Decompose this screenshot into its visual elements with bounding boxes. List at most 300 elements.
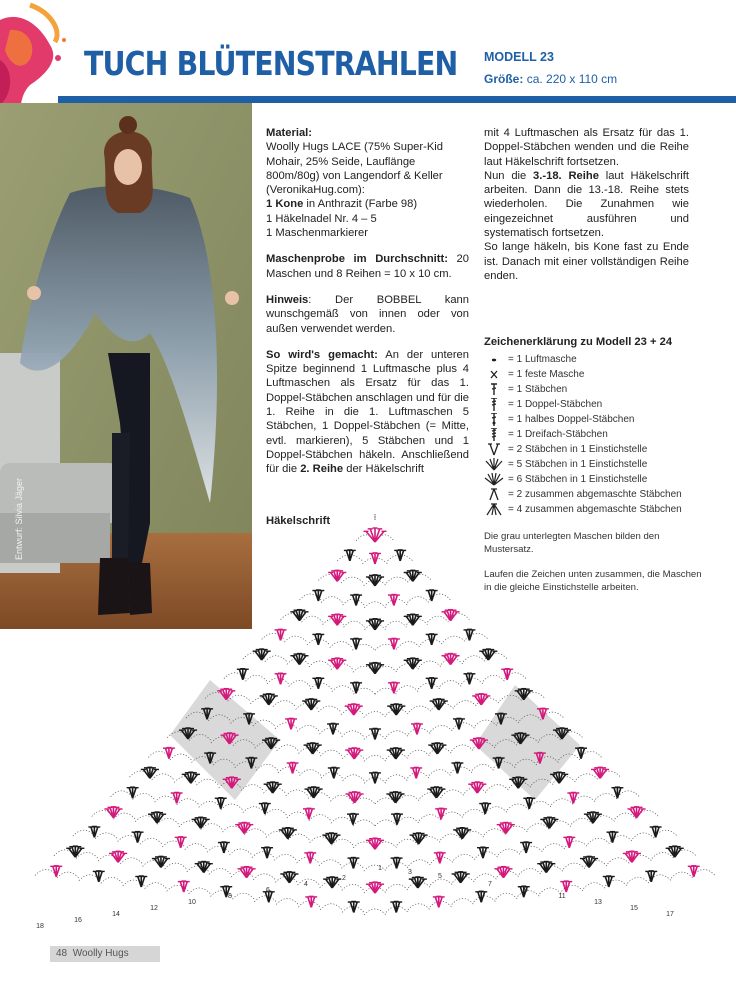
stitch-fan <box>328 658 346 669</box>
chain-arc <box>364 909 386 915</box>
chain-arc <box>453 854 475 860</box>
treble-crochet-icon <box>484 398 504 411</box>
stitch-fan <box>452 872 470 883</box>
rows-bold: 3.-18. Reihe <box>533 169 599 182</box>
chart-heading: Häkelschrift <box>266 515 331 527</box>
material-cone: 1 Kone <box>266 198 304 211</box>
hint-section <box>266 293 469 336</box>
chain-arc <box>297 879 319 885</box>
row-number: 5 <box>438 873 442 880</box>
chain-arc <box>398 642 421 648</box>
single-crochet-icon <box>484 368 504 381</box>
row-number: 8 <box>228 893 232 900</box>
rows-text <box>484 169 689 240</box>
chain-arc <box>475 874 497 880</box>
chain-arc <box>496 893 518 899</box>
row-number: 6 <box>266 887 270 894</box>
stitch-fan <box>366 838 384 849</box>
chain-arc <box>408 904 430 910</box>
continuation-text <box>484 126 689 169</box>
crochet-chart <box>20 510 730 935</box>
stitch-fan <box>435 808 447 819</box>
chain-arc <box>284 636 307 642</box>
chain-arc <box>232 893 254 899</box>
material-marker: 1 Maschenmarkierer <box>266 227 368 240</box>
rows-body: laut Häkelschrift arbeiten. Dann die 13.-18. Reihe stets wiederholen. Die Zunahmen wie eingezeichnet ausführen und systematisch fortsetzen. <box>484 169 689 240</box>
chain-arc <box>155 796 177 802</box>
stitch-fan <box>305 896 317 907</box>
chain-arc <box>310 683 332 689</box>
chain-arc <box>474 896 496 902</box>
chain-arc <box>451 767 473 773</box>
chain-arc <box>386 775 408 781</box>
stitch-fan <box>350 682 362 693</box>
chain-arc <box>332 686 354 692</box>
stitch-fan <box>607 832 619 843</box>
magazine-name: Woolly Hugs <box>72 948 129 959</box>
howto-text: An der unteren Spitze beginnend 1 Luftmasche plus 4 Luftmaschen als Ersatz für das 1. Doppel-Stäbchen anschlagen und für die 1. Reihe in die 1. Luftmaschen 5 Stäbchen, 1 Doppel-Stäbchen (= Mitte, evtl. markieren), 5 Stäbchen und 1 Doppel-Stäbchen häkeln. Anschließend für die <box>266 348 469 476</box>
chain-arc <box>364 602 386 608</box>
chain-arc <box>485 807 507 813</box>
stitch-fan <box>132 832 144 843</box>
stitch-fan <box>148 812 166 823</box>
chain-arc <box>440 680 462 686</box>
chain-arc <box>386 884 408 890</box>
stitch-fan <box>645 871 657 882</box>
chain-arc <box>419 815 441 821</box>
stitch-fan <box>369 728 381 739</box>
row-number: 3 <box>408 869 412 876</box>
material-hook: 1 Häkelnadel Nr. 4 – 5 <box>266 212 377 225</box>
chain-arc <box>386 599 408 605</box>
chain-arc <box>627 877 649 883</box>
chain-arc <box>221 804 243 810</box>
row-number: 17 <box>666 911 674 918</box>
chain-arc <box>418 683 440 689</box>
five-dc-same-stitch-icon <box>484 458 504 471</box>
stitch-fan <box>453 718 465 729</box>
end-text <box>484 240 689 283</box>
stitch-fan <box>463 673 475 684</box>
row-number: 18 <box>36 923 44 930</box>
chain-arc <box>152 774 174 780</box>
chain-arc <box>277 745 299 751</box>
page-title: TUCH BLÜTENSTRAHLEN <box>84 44 458 83</box>
chain-arc <box>452 898 474 904</box>
chain-arc <box>265 656 287 662</box>
chain-arc <box>463 656 485 662</box>
hint-text: : Der BOBBEL kann wunschgemäß von innen oder von außen verwendet werden. <box>266 293 469 335</box>
chain-arc <box>343 599 365 605</box>
stitch-fan <box>433 896 445 907</box>
stitch-fan <box>468 782 486 793</box>
stitch-fan <box>312 678 324 689</box>
stitch-fan <box>260 694 278 705</box>
stitch-fan <box>591 767 609 778</box>
stitch-fan <box>426 634 438 645</box>
legend-title: Zeichenerklärung zu Modell 23 + 24 <box>484 336 673 348</box>
row-number: 2 <box>342 875 346 882</box>
chain-arc <box>364 755 386 761</box>
legend-label: = 1 Dreifach-Stäbchen <box>508 429 608 440</box>
chain-arc <box>461 678 483 684</box>
stitch-fan <box>50 866 62 877</box>
chain-arc <box>145 883 167 889</box>
stitch-fan <box>347 814 359 825</box>
stitch-fan <box>350 595 362 606</box>
stitch-fan <box>350 638 362 649</box>
model-number: MODELL 23 <box>484 50 554 64</box>
size-value: ca. 220 x 110 cm <box>526 72 618 86</box>
chain-arc <box>254 896 276 902</box>
gauge-heading: Maschenprobe im Durchschnitt: <box>266 253 448 266</box>
stitch-fan <box>388 682 400 693</box>
stitch-fan <box>305 787 323 798</box>
chain-arc <box>111 791 133 797</box>
stitch-fan <box>290 654 308 665</box>
stitch-fan <box>345 748 363 759</box>
stitch-fan <box>404 570 422 581</box>
stitch-fan <box>501 669 513 680</box>
stitch-fan <box>312 590 324 601</box>
stitch-fan <box>627 807 645 818</box>
stitch-fan <box>453 828 471 839</box>
stitch-fan <box>366 882 384 893</box>
chain-arc <box>472 764 494 770</box>
chain-arc <box>320 904 342 910</box>
stitch-fan <box>404 614 422 625</box>
stitch-fan <box>104 807 122 818</box>
chain-arc <box>385 621 406 627</box>
stitch-fan <box>215 798 227 809</box>
legend-label: = 1 Doppel-Stäbchen <box>508 399 603 410</box>
chain-arc <box>529 801 551 807</box>
stitch-fan <box>520 842 532 853</box>
chain-arc <box>321 597 343 603</box>
chain-arc <box>397 686 419 692</box>
stitch-fan <box>611 787 623 798</box>
stitch-fan <box>287 762 299 773</box>
chain-arc <box>267 678 289 684</box>
chain-arc <box>289 680 311 686</box>
chain-arc <box>518 891 540 897</box>
chain-arc <box>331 817 353 823</box>
chain-arc <box>177 799 199 805</box>
stitch-fan <box>323 877 341 888</box>
stitch-fan <box>537 862 555 873</box>
chain-arc <box>507 804 529 810</box>
chain-arc <box>453 723 475 729</box>
chain-arc <box>375 820 397 826</box>
stitch-fan <box>312 634 324 645</box>
stitch-fan <box>386 792 404 803</box>
chain-arc <box>209 868 231 874</box>
chain-arc <box>318 706 341 712</box>
stitch-fan <box>523 798 535 809</box>
legend-item <box>484 382 724 397</box>
legend-label: = 1 halbes Doppel-Stäbchen <box>508 414 635 425</box>
chain-arc <box>330 642 353 648</box>
end-span: So lange häkeln, bis Kone fast zu Ende ist. Danach mit einer vollständigen Reihe enden. <box>484 241 689 282</box>
stitch-fan <box>475 891 487 902</box>
stitch-fan <box>428 743 446 754</box>
two-dc-together-icon <box>484 488 504 501</box>
chain-arc <box>573 796 595 802</box>
half-treble-icon <box>484 413 504 426</box>
chain-arc <box>309 815 331 821</box>
chain-arc <box>265 809 287 815</box>
repeat-block <box>475 685 580 800</box>
chain-arc <box>427 616 448 622</box>
row-number: 14 <box>112 911 120 918</box>
stitch-fan <box>253 649 271 660</box>
row-number: 16 <box>74 917 82 924</box>
stitch-fan <box>472 694 490 705</box>
stitch-fan <box>303 808 315 819</box>
chain-arc <box>276 898 298 904</box>
chain-arc <box>140 838 162 844</box>
legend-label: = 2 Stäbchen in 1 Einstichstelle <box>508 444 648 455</box>
chain-arc <box>563 863 585 869</box>
chain-arc <box>120 858 142 864</box>
chain-arc <box>476 852 498 858</box>
chain-arc <box>442 790 464 796</box>
chain-arc <box>617 791 639 797</box>
chain-arc <box>342 884 364 890</box>
chain-arc <box>253 874 275 880</box>
chain-arc <box>463 809 485 815</box>
stitch-fan <box>275 673 287 684</box>
text-column-left <box>266 126 469 489</box>
chain-arc <box>386 731 408 737</box>
legend-item <box>484 442 724 457</box>
chain-arc <box>583 883 605 889</box>
howto-heading: So wird's gemacht: <box>266 348 378 361</box>
legend-item <box>484 427 724 442</box>
stitch-fan <box>152 856 170 867</box>
chain-arc <box>278 767 300 773</box>
stitch-fan <box>479 803 491 814</box>
row-number: 13 <box>594 899 602 906</box>
chain-arc <box>245 675 267 681</box>
row-number: 12 <box>150 905 158 912</box>
stitch-fan <box>275 629 287 640</box>
material-heading: Material: <box>266 127 313 139</box>
stitch-fan <box>366 663 384 674</box>
gauge-text: 20 Maschen und 8 Reihen = 10 x 10 cm. <box>266 253 469 280</box>
chain-arc <box>429 770 451 776</box>
stitch-fan <box>584 812 602 823</box>
chain-arc <box>319 860 341 866</box>
chain-arc <box>487 785 509 791</box>
stitch-fan <box>369 772 381 783</box>
chain-arc <box>408 750 430 756</box>
row-number: 7 <box>488 881 492 888</box>
chain-arc <box>386 577 409 583</box>
stitch-fan <box>135 876 147 887</box>
chain-arc <box>133 793 155 799</box>
stitch-fan <box>409 877 427 888</box>
chain-arc <box>608 858 630 864</box>
stitch-fan <box>391 814 403 825</box>
chain-arc <box>452 745 474 751</box>
row-number: 15 <box>630 905 638 912</box>
chain-arc <box>342 731 364 737</box>
stitch-fan <box>388 638 400 649</box>
stitch-fan <box>441 610 459 621</box>
stitch-fan <box>494 867 512 878</box>
stitch-fan <box>387 704 405 715</box>
stitch-fan <box>623 851 641 862</box>
chain-arc <box>185 844 207 850</box>
stitch-fan <box>171 792 183 803</box>
row-number: 4 <box>304 881 308 888</box>
stitch-fan <box>261 847 273 858</box>
chain-arc <box>364 712 387 718</box>
six-dc-same-stitch-icon <box>484 473 504 486</box>
stitch-fan <box>237 867 255 878</box>
page-footer <box>50 946 160 962</box>
legend-label: = 2 zusammen abgemaschte Stäbchen <box>508 489 682 500</box>
chain-arc <box>443 636 466 642</box>
row-number: 11 <box>558 893 566 900</box>
legend-label: = 1 feste Masche <box>508 369 585 380</box>
stitch-fan <box>426 678 438 689</box>
legend-label: = 1 Luftmasche <box>508 354 577 365</box>
stitch-fan <box>304 852 316 863</box>
chain-arc <box>286 790 308 796</box>
legend-label: = 6 Stäbchen in 1 Einstichstelle <box>508 474 648 485</box>
stitch-fan <box>290 610 308 621</box>
stitch-fan <box>279 828 297 839</box>
chain-arc <box>101 877 123 883</box>
stitch-fan <box>603 876 615 887</box>
stitch-fan <box>387 748 405 759</box>
legend-note-join: Laufen die Zeichen unten zusammen, die Maschen in die gleiche Einstichstelle arbeiten. <box>484 569 702 593</box>
legend-note-repeat: Die grau unterlegten Maschen bilden den Mustersatz. <box>484 531 660 555</box>
stitch-fan <box>195 862 213 873</box>
chain-arc <box>57 872 79 878</box>
chain-arc <box>95 833 117 839</box>
header-rule <box>58 96 736 103</box>
stitch-fan <box>192 817 210 828</box>
stitch-fan <box>175 837 187 848</box>
chain-arc <box>407 597 429 603</box>
stitch-fan <box>345 792 363 803</box>
row-number: 1 <box>378 865 382 872</box>
chain-arc <box>595 793 617 799</box>
stitch-fan <box>410 833 428 844</box>
stitch-fan <box>182 772 200 783</box>
chain-arc <box>409 860 431 866</box>
legend-item <box>484 487 724 502</box>
stitch-fan <box>411 723 423 734</box>
chain-arc <box>229 849 251 855</box>
stitch-fan <box>391 858 403 869</box>
chain-arc <box>170 754 192 760</box>
chain-arc <box>397 817 419 823</box>
two-dc-same-stitch-icon <box>484 443 504 456</box>
chain-arc <box>309 661 331 667</box>
stitch-fan <box>451 762 463 773</box>
double-crochet-icon <box>484 383 504 396</box>
stitch-fan <box>264 782 282 793</box>
gauge-section <box>266 252 469 281</box>
page-number: 48 <box>56 948 68 959</box>
stitch-fan <box>441 654 459 665</box>
stitch-fan <box>259 803 271 814</box>
stitch-fan <box>567 792 579 803</box>
chain-arc <box>441 812 463 818</box>
legend-item <box>484 352 724 367</box>
stitch-fan <box>328 614 346 625</box>
stitch-fan <box>285 718 297 729</box>
chain-arc <box>431 725 453 731</box>
howto-end: der Häkelschrift <box>343 463 424 476</box>
stitch-fan <box>237 669 249 680</box>
chain-arc <box>297 725 319 731</box>
chain-arc <box>287 812 309 818</box>
rows-pre: Nun die <box>484 169 534 182</box>
material-text: Woolly Hugs LACE (75% Super-Kid Mohair, 25% Seide, Lauflänge 800m/80g) von Langendorf & Keller (VeronikaHug.com): <box>266 141 444 197</box>
chain-arc <box>652 853 674 859</box>
stitch-fan <box>141 767 159 778</box>
chain-arc <box>364 865 386 871</box>
stitch-fan <box>540 817 558 828</box>
chain-arc <box>632 833 654 839</box>
chain-arc <box>344 621 365 627</box>
stitch-fan <box>426 590 438 601</box>
chain-arc <box>419 661 441 667</box>
chain-arc <box>275 723 297 729</box>
size-label: Größe: <box>484 72 524 86</box>
chain-arc <box>353 820 375 826</box>
stitch-fan <box>109 851 127 862</box>
stitch-fan <box>580 856 598 867</box>
chain-arc <box>243 807 265 813</box>
stitch-fan <box>327 723 339 734</box>
chain-arc <box>165 863 187 869</box>
stitch-fan <box>563 837 575 848</box>
continuation-span: mit 4 Luftmaschen als Ersatz für das 1. Doppel-Stäbchen wenden und die Reihe laut Häkelschrift fortsetzen. <box>484 127 689 168</box>
hint-heading: Hinweis <box>266 293 309 306</box>
legend-item <box>484 457 724 472</box>
legend-item <box>484 412 724 427</box>
chain-arc <box>519 868 541 874</box>
photo-credit: Entwurf: Silvia Jäger <box>14 477 24 560</box>
stitch-fan <box>666 846 684 857</box>
chain-arc <box>320 750 342 756</box>
text-column-right <box>484 126 689 295</box>
triple-treble-icon <box>484 428 504 441</box>
row-number: 9 <box>524 887 528 894</box>
chain-arc <box>409 706 432 712</box>
chain-arc <box>199 801 221 807</box>
chain-arc <box>273 701 296 707</box>
stitch-fan <box>235 822 253 833</box>
legend-label: = 5 Stäbchen in 1 Einstichstelle <box>508 459 648 470</box>
stitch-fan <box>88 826 100 837</box>
legend-label: = 4 zusammen abgemaschte Stäbchen <box>508 504 682 515</box>
stitch-fan <box>366 619 384 630</box>
legend-item <box>484 472 724 487</box>
chain-arc <box>454 701 477 707</box>
stitch-fan <box>328 767 340 778</box>
stitch-fan <box>404 658 422 669</box>
chain-arc <box>343 775 365 781</box>
stitch-fan <box>66 846 84 857</box>
chain-arc <box>671 872 693 878</box>
